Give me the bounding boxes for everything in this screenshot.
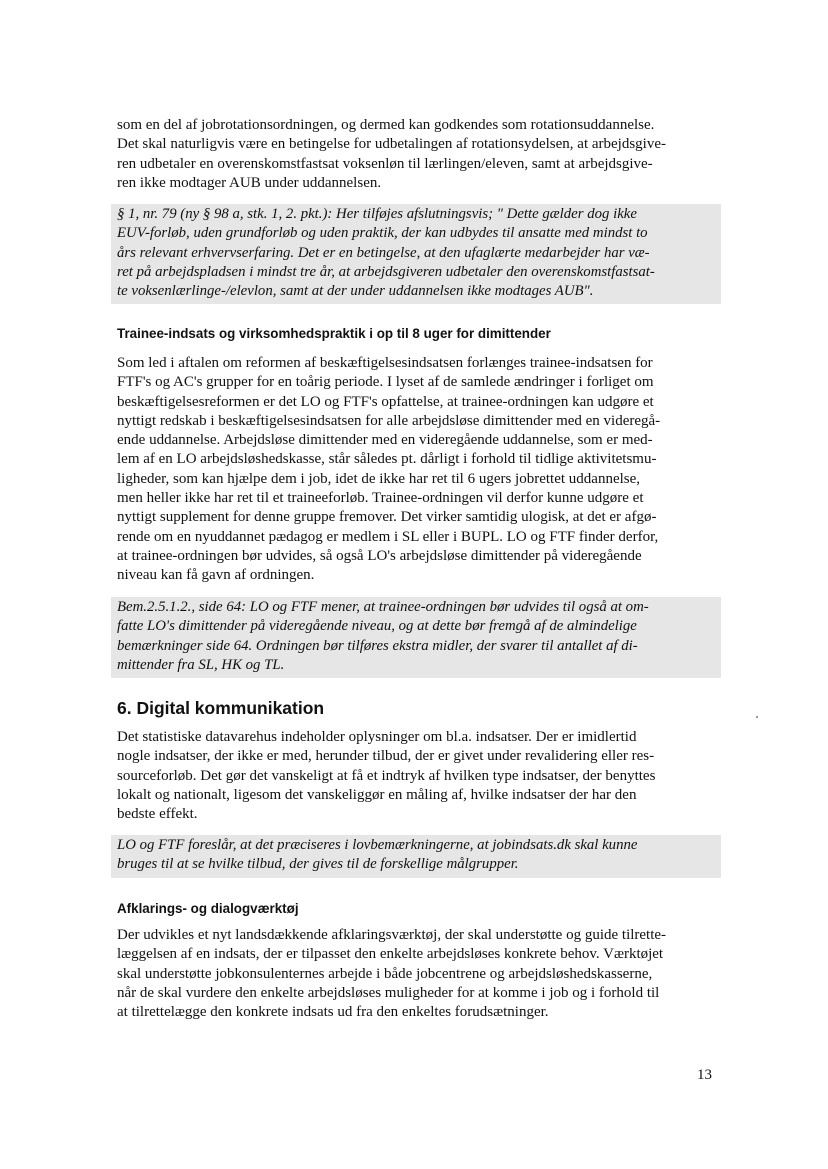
text-line: at trainee-ordningen bør udvides, så også LO's arbejdsløse dimittender på videregående (117, 547, 642, 564)
text-line: fatte LO's dimittender på videregående niveau, og at dette bør fremgå af de almindelige (117, 618, 637, 635)
text-line: Som led i aftalen om reformen af beskæftigelsesindsatsen forlænges trainee-indsatsen for (117, 355, 653, 371)
paragraph-trainee (117, 354, 660, 586)
text-line: mittender fra SL, HK og TL. (117, 656, 285, 673)
paragraph-jobrotation (117, 116, 666, 193)
note-bem (111, 597, 721, 678)
text-line: som en del af jobrotationsordningen, og dermed kan godkendes som rotationsuddannelse. (117, 117, 655, 133)
text-line: EUV-forløb, uden grundforløb og uden praktik, der kan udbydes til ansatte med mindst to (117, 225, 648, 242)
text-line: niveau kan få gavn af ordningen. (117, 567, 315, 584)
page-number: 13 (697, 1067, 712, 1083)
text-line: men heller ikke har ret til et traineeforløb. Trainee-ordningen vil derfor kunne udgøre et (117, 490, 644, 507)
text-line: lokalt og nationalt, ligesom det vanskeliggør en måling af, hvilke indsatser der har den (117, 786, 637, 803)
text-line: læggelsen af en indsats, der er tilpasset den enkelte arbejdsløses konkrete behov. Værktøjet (117, 946, 664, 963)
text-line: ren ikke modtager AUB under uddannelsen. (117, 174, 382, 191)
text-line: FTF's og AC's grupper for en toårig periode. I lyset af de samlede ændringer i forliget om (117, 374, 654, 391)
text-line: Det statistiske datavarehus indeholder oplysninger om bl.a. indsatser. Der er imidlertid (117, 729, 637, 745)
text-line: lem af en LO arbejdsløshedskasse, står således pt. dårligt i forhold til tidlige aktivitetsmu- (117, 451, 657, 468)
text-line: bruges til at se hvilke tilbud, der gives til de forskellige målgrupper. (117, 856, 519, 873)
note-euv (111, 204, 721, 304)
text-line: ret på arbejdspladsen i mindst tre år, at arbejdsgiveren udbetaler den overenskomstfastsat- (117, 263, 655, 280)
text-line: rende om en nyuddannet pædagog er medlem i SL eller i BUPL. LO og FTF finder derfor, (117, 528, 659, 545)
text-line: sourceforløb. Det gør det vanskeligt at få et indtryk af hvilken type indsatser, der benyttes (117, 767, 656, 784)
text-line: nyttigt redskab i beskæftigelsesindsatsen for alle arbejdsløse dimittender med en videregå- (117, 412, 661, 429)
heading-digital-kommunikation: 6. Digital kommunikation (117, 698, 325, 718)
text-line: nyttigt supplement for denne gruppe fremover. Det virker samtidig ulogisk, at det er afgø- (117, 509, 657, 526)
text-line: ligheder, som kan hjælpe dem i job, idet de ikke har ret til 6 ugers jobrettet uddannelse, (117, 470, 641, 487)
note-jobindsats (111, 835, 721, 878)
text-line: § 1, nr. 79 (ny § 98 a, stk. 1, 2. pkt.): Her tilføjes afslutningsvis; " Dette gælder dog ikke (117, 206, 637, 222)
text-line: bemærkninger side 64. Ordningen bør tilføres ekstra midler, der svarer til antallet af di- (117, 637, 638, 654)
text-line: Bem.2.5.1.2., side 64: LO og FTF mener, at trainee-ordningen bør udvides til også at om- (117, 599, 649, 615)
text-line: års relevant erhvervserfaring. Det er en betingelse, at den ufaglærte medarbejder har væ- (117, 244, 650, 261)
text-line: Der udvikles et nyt landsdækkende afklaringsværktøj, der skal understøtte og guide tilrette- (117, 927, 667, 943)
text-line: bedste effekt. (117, 806, 198, 823)
text-line: nogle indsatser, der ikke er med, herunder tilbud, der er givet under revalidering eller res- (117, 748, 655, 765)
text-line: Det skal naturligvis være en betingelse for udbetalingen af rotationsydelsen, at arbejdsgive- (117, 136, 667, 153)
paragraph-afklaring (117, 926, 666, 1022)
text-line: beskæftigelsesreformen er det LO og FTF's opfattelse, at trainee-ordningen kan udgøre et (117, 393, 654, 410)
heading-afklaring: Afklarings- og dialogværktøj (117, 901, 299, 916)
text-line: te voksenlærlinge-/elevlon, samt at der under uddannelsen ikke modtages AUB". (117, 283, 594, 300)
scan-speck (756, 716, 758, 718)
text-line: ende uddannelse. Arbejdsløse dimittender med en videregående uddannelse, som er med- (117, 432, 653, 449)
heading-trainee: Trainee-indsats og virksomhedspraktik i op til 8 uger for dimittender (117, 326, 551, 341)
paragraph-datavarehus (117, 728, 655, 824)
text-line: LO og FTF foreslår, at det præciseres i lovbemærkningerne, at jobindsats.dk skal kunne (117, 837, 638, 853)
text-line: når de skal vurdere den enkelte arbejdsløses muligheder for at komme i job og i forhold til (117, 984, 660, 1001)
text-line: at tilrettelægge den konkrete indsats ud fra den enkeltes forudsætninger. (117, 1004, 549, 1021)
text-line: ren udbetaler en overenskomstfastsat voksenløn til lærlingen/eleven, samt at arbejdsgive- (117, 155, 653, 172)
text-line: skal understøtte jobkonsulenternes arbejde i både jobcentrene og arbejdsløshedskasserne, (117, 965, 653, 982)
